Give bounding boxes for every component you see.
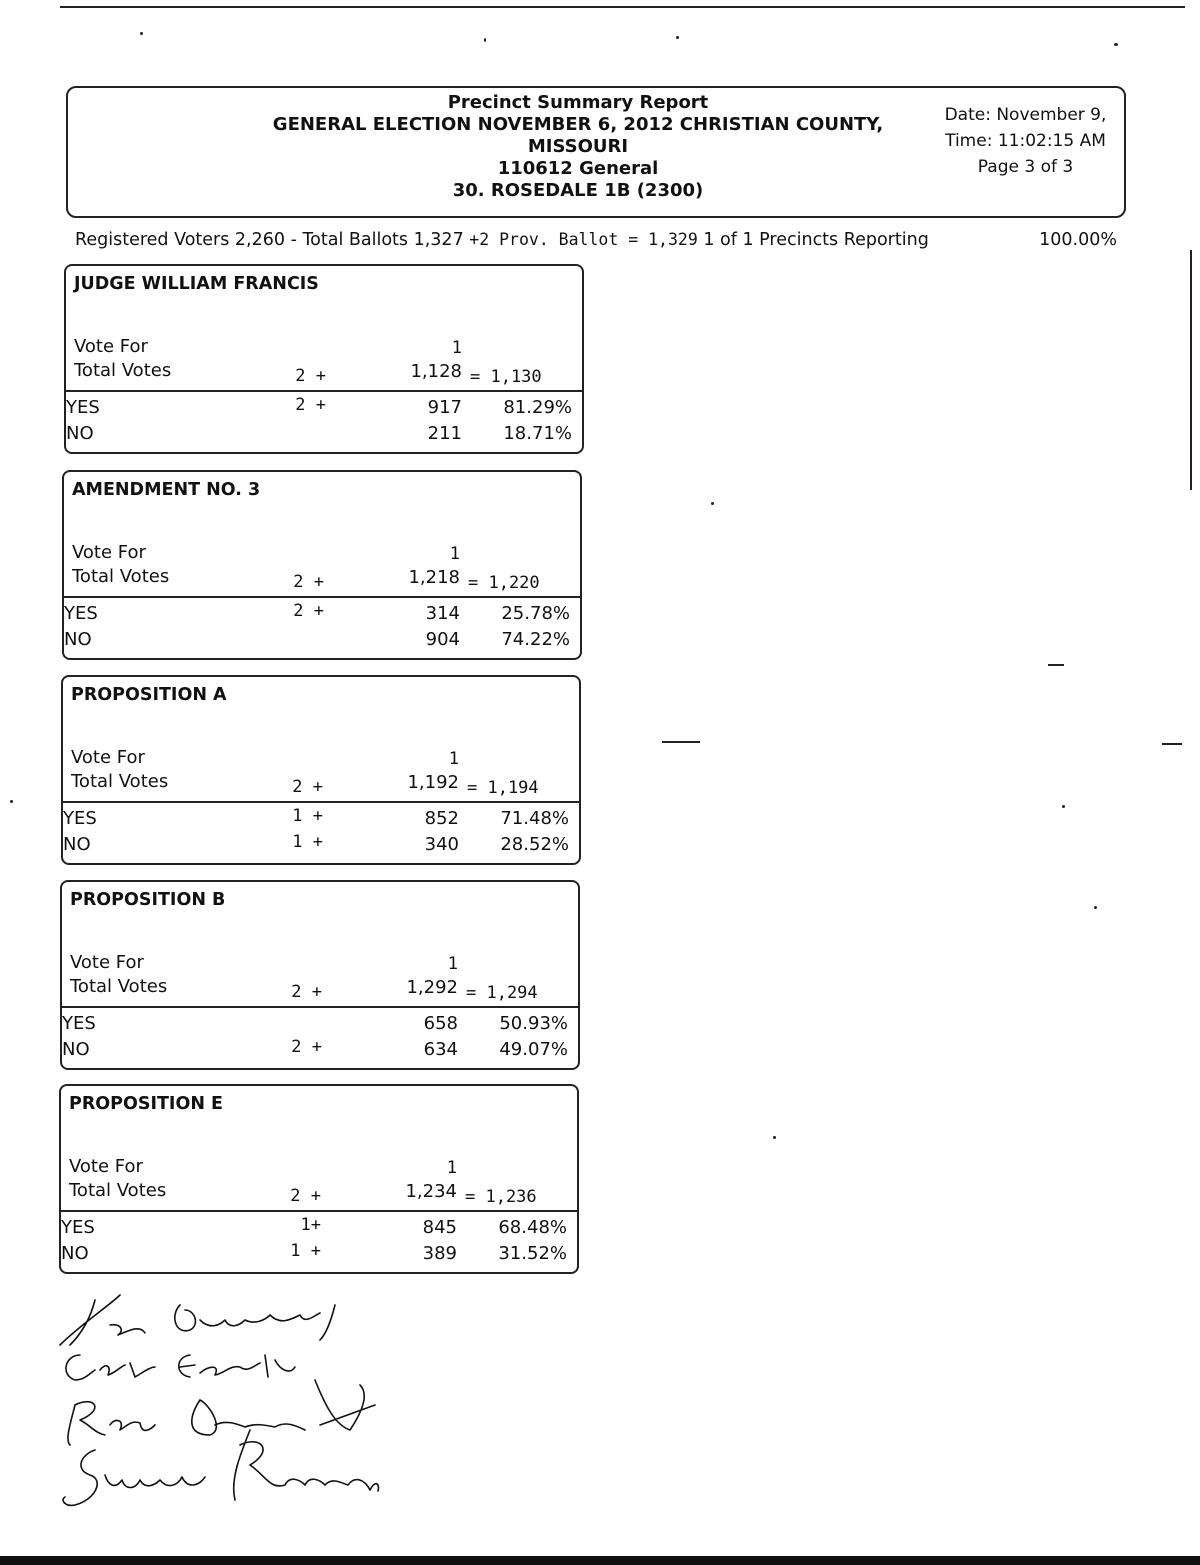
choice-votes: 658 — [423, 1013, 458, 1034]
choice-votes: 389 — [422, 1243, 457, 1264]
choice-percent: 28.52% — [500, 834, 569, 855]
choice-handwritten-add: 1+ — [300, 1215, 321, 1235]
choice-label: YES — [61, 1217, 95, 1238]
bottom-border-bar — [0, 1556, 1200, 1565]
choice-label: NO — [64, 629, 92, 650]
vote-for-value: 1 — [448, 749, 459, 769]
vote-for-value: 1 — [447, 954, 458, 974]
vote-for-value: 1 — [449, 544, 460, 564]
total-votes-value: 1,292 — [406, 977, 458, 998]
total-votes-label: Total Votes — [72, 566, 170, 587]
contest-box — [60, 880, 580, 1070]
total-handwritten-add: 2 + — [291, 982, 322, 1002]
report-time: Time: 11:02:15 AM — [945, 131, 1106, 151]
scan-speck — [1162, 743, 1182, 745]
choice-votes: 314 — [425, 603, 460, 624]
header-rule — [62, 596, 582, 598]
choice-handwritten-add: 2 + — [291, 1037, 322, 1057]
choice-percent: 71.48% — [500, 808, 569, 829]
scan-speck — [711, 502, 714, 505]
total-corrected: = 1,294 — [466, 983, 538, 1003]
choice-handwritten-add: 1 + — [290, 1241, 321, 1261]
total-corrected: = 1,194 — [467, 778, 539, 798]
vote-for-value: 1 — [446, 1158, 457, 1178]
vote-for-value: 1 — [451, 338, 462, 358]
scan-speck — [676, 36, 679, 39]
signature-4 — [63, 1430, 378, 1505]
contest-title: PROPOSITION A — [71, 685, 227, 705]
choice-percent: 25.78% — [501, 603, 570, 624]
choice-handwritten-add: 1 + — [292, 806, 323, 826]
total-votes-value: 1,218 — [408, 567, 460, 588]
signature-3 — [68, 1380, 375, 1445]
choice-label: NO — [66, 423, 94, 444]
top-border-line — [60, 0, 1185, 8]
scan-speck — [662, 741, 700, 743]
total-corrected: = 1,220 — [468, 573, 540, 593]
total-votes-label: Total Votes — [69, 1180, 167, 1201]
precinct-name: 30. ROSEDALE 1B (2300) — [452, 180, 704, 201]
choice-percent: 31.52% — [498, 1243, 567, 1264]
choice-label: NO — [61, 1243, 89, 1264]
choice-label: YES — [64, 603, 98, 624]
choice-percent: 68.48% — [498, 1217, 567, 1238]
choice-label: NO — [62, 1039, 90, 1060]
report-date: Date: November 9, — [944, 105, 1107, 125]
report-title: Precinct Summary Report — [447, 92, 709, 113]
contest-box — [59, 1084, 579, 1274]
scan-speck — [1062, 805, 1065, 808]
vote-for-label: Vote For — [69, 1156, 143, 1177]
header-meta — [933, 102, 1118, 180]
scan-speck — [1094, 906, 1097, 909]
choice-label: NO — [63, 834, 91, 855]
election-name: GENERAL ELECTION NOVEMBER 6, 2012 CHRISTIAN COUNTY, — [272, 114, 884, 135]
choice-percent: 49.07% — [499, 1039, 568, 1060]
contest-title: JUDGE WILLIAM FRANCIS — [74, 274, 319, 294]
total-votes-value: 1,192 — [407, 772, 459, 793]
signature-1 — [60, 1295, 335, 1345]
header-titles — [218, 92, 938, 202]
page-number: Page 3 of 3 — [977, 157, 1074, 177]
scan-speck — [773, 1136, 776, 1139]
signatures — [50, 1285, 410, 1525]
total-votes-label: Total Votes — [74, 360, 172, 381]
header-rule — [64, 390, 584, 392]
provisional-note: +2 Prov. Ballot = 1,329 — [469, 230, 698, 249]
header-rule — [59, 1210, 579, 1212]
choice-handwritten-add: 2 + — [293, 601, 324, 621]
choice-handwritten-add: 2 + — [295, 395, 326, 415]
contest-title: PROPOSITION B — [70, 890, 226, 910]
choice-percent: 18.71% — [503, 423, 572, 444]
scan-edge — [1190, 250, 1192, 490]
contest-box — [62, 470, 582, 660]
contest-title: AMENDMENT NO. 3 — [72, 480, 261, 500]
choice-percent: 50.93% — [499, 1013, 568, 1034]
choice-votes: 211 — [427, 423, 462, 444]
choice-votes: 634 — [423, 1039, 458, 1060]
ballot-totals: Registered Voters 2,260 - Total Ballots 1,327 — [75, 230, 464, 250]
report-header — [66, 86, 1126, 218]
vote-for-label: Vote For — [70, 952, 144, 973]
header-rule — [60, 1006, 580, 1008]
total-corrected: = 1,130 — [470, 367, 542, 387]
scan-speck — [140, 32, 143, 35]
scan-speck — [10, 800, 13, 803]
choice-votes: 904 — [425, 629, 460, 650]
choice-percent: 74.22% — [501, 629, 570, 650]
scan-speck — [484, 38, 486, 42]
choice-votes: 845 — [422, 1217, 457, 1238]
reporting-percent: 100.00% — [1039, 230, 1117, 250]
scan-speck — [1048, 664, 1064, 666]
choice-votes: 852 — [424, 808, 459, 829]
total-handwritten-add: 2 + — [290, 1186, 321, 1206]
total-votes-value: 1,234 — [405, 1181, 457, 1202]
choice-percent: 81.29% — [503, 397, 572, 418]
choice-votes: 340 — [424, 834, 459, 855]
choice-handwritten-add: 1 + — [292, 832, 323, 852]
total-handwritten-add: 2 + — [295, 366, 326, 386]
choice-label: YES — [62, 1013, 96, 1034]
contest-box — [64, 264, 584, 454]
contest-title: PROPOSITION E — [69, 1094, 224, 1114]
signature-2 — [66, 1355, 295, 1380]
choice-label: YES — [66, 397, 100, 418]
vote-for-label: Vote For — [74, 336, 148, 357]
contest-box — [61, 675, 581, 865]
total-handwritten-add: 2 + — [293, 572, 324, 592]
choice-votes: 917 — [427, 397, 462, 418]
precincts-reporting: 1 of 1 Precincts Reporting — [703, 230, 929, 250]
total-corrected: = 1,236 — [465, 1187, 537, 1207]
election-code: 110612 General — [497, 158, 659, 179]
total-votes-label: Total Votes — [70, 976, 168, 997]
registration-summary — [75, 230, 1125, 250]
header-rule — [61, 801, 581, 803]
vote-for-label: Vote For — [71, 747, 145, 768]
total-handwritten-add: 2 + — [292, 777, 323, 797]
choice-label: YES — [63, 808, 97, 829]
total-votes-label: Total Votes — [71, 771, 169, 792]
vote-for-label: Vote For — [72, 542, 146, 563]
total-votes-value: 1,128 — [410, 361, 462, 382]
scan-speck — [1114, 43, 1118, 46]
state-name: MISSOURI — [527, 136, 629, 157]
